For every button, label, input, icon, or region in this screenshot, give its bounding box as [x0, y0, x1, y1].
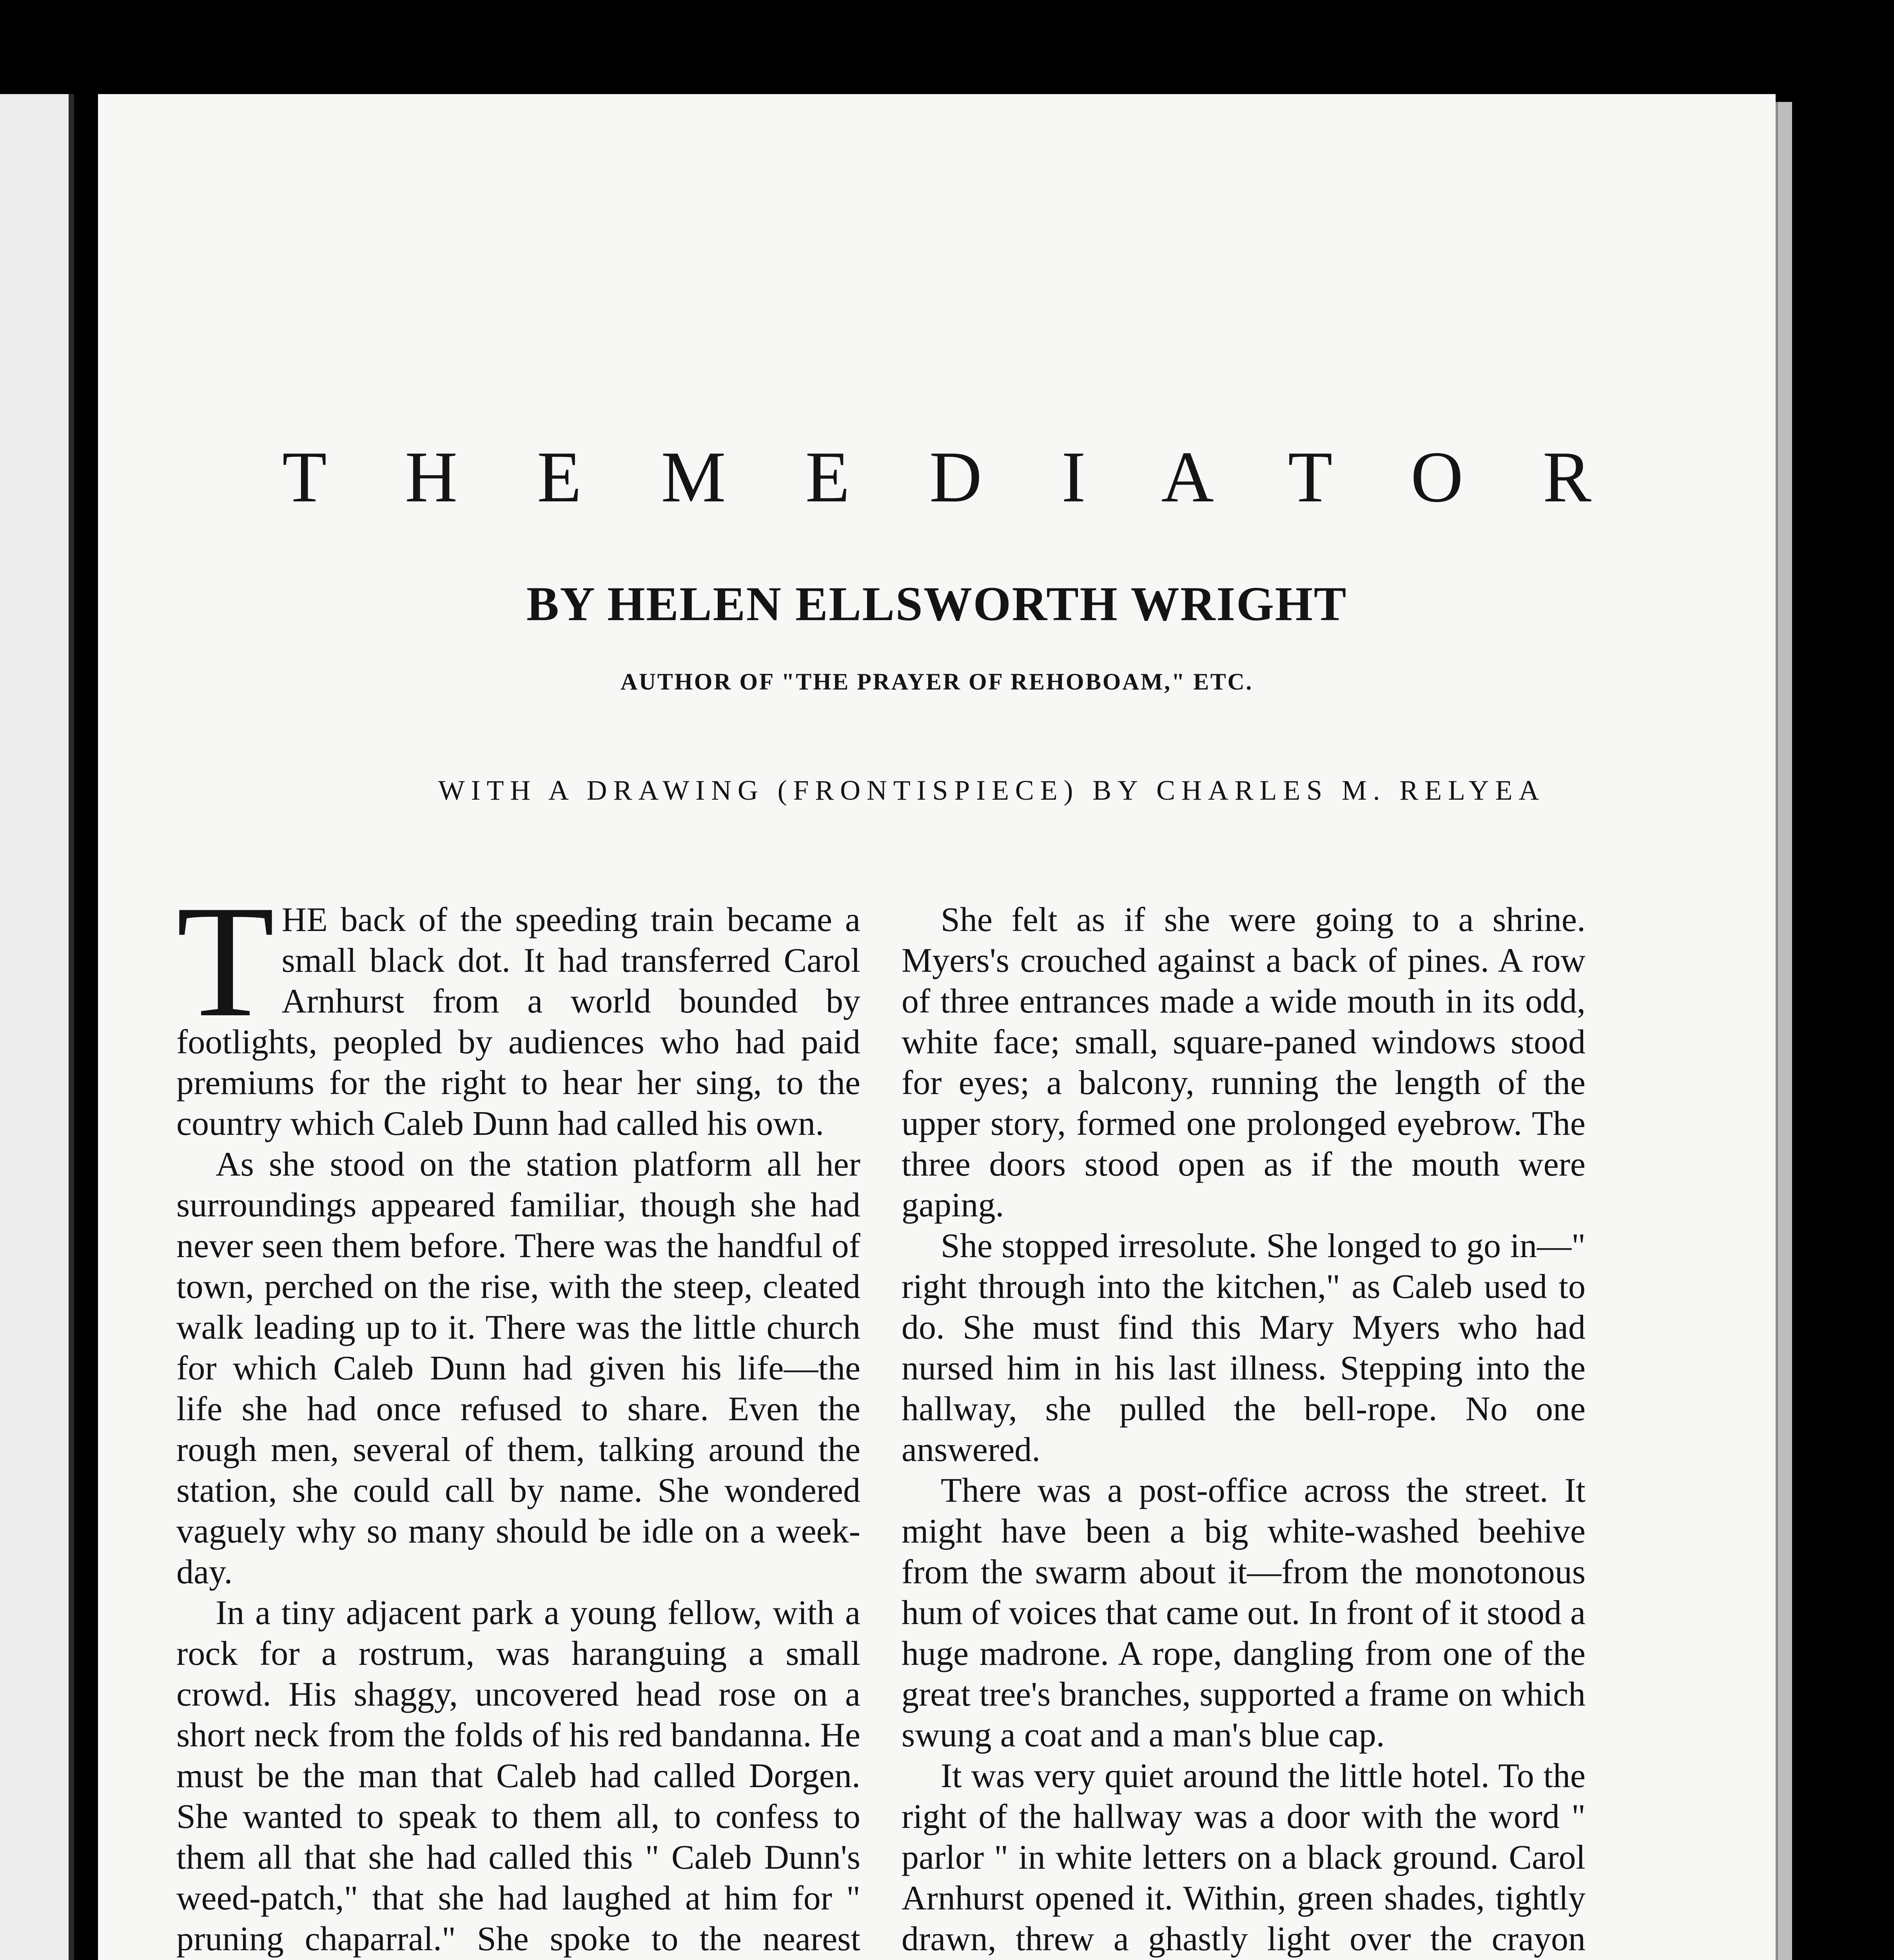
page-stack-edge — [1776, 102, 1792, 1960]
illustration-credit: WITH A DRAWING (FRONTISPIECE) BY CHARLES M. RELYEA — [438, 775, 1546, 806]
paragraph: It was very quiet around the little hotel. To the right of the hallway was a door with the word " parlor " in white letters on a black ground. Carol Arnhurst opened it. Within, green shades, tightly drawn, threw a ghastly light over the crayon — [902, 1757, 1586, 1958]
author-credits: AUTHOR OF "THE PRAYER OF REHOBOAM," ETC. — [620, 669, 1254, 695]
paragraph: She stopped irresolute. She longed to go in—" right through into the kitchen," as Caleb used to do. She must find this Mary Myers who had nursed him in his last illness. Stepping into the hallway, she pulled the bell-rope. No one answered. — [902, 1227, 1586, 1469]
text-column-right — [902, 900, 1586, 1960]
article-title: T H E M E D I A T O R — [282, 437, 1622, 517]
paragraph: In a tiny adjacent park a young fellow, with a rock for a rostrum, was haranguing a small crowd. His shaggy, uncovered head rose on a short neck from the folds of his red bandanna. He must be the man that Caleb had called Dorgen. She wanted to speak to them all, to confess to them all that she had called this " Caleb Dunn's weed-patch," that she had laughed at him for " pruning chaparral." She spoke to the nearest — [176, 1594, 860, 1958]
paragraph: THE back of the speeding train became a small black dot. It had transferred Carol Arnhurst from a world bounded by footlights, peopled by audiences who had paid premiums for the right to hear her sing, to the country which Caleb Dunn had called his own. — [176, 900, 860, 1143]
paragraph: There was a post-office across the street. It might have been a big white-washed beehive from the swarm about it—from the monotonous hum of voices that came out. In front of it stood a huge madrone. A rope, dangling from one of the great tree's branches, supported a frame on which swung a coat and a man's blue cap. — [902, 1472, 1586, 1754]
paragraph: She felt as if she were going to a shrine. Myers's crouched against a back of pines. A row of three entrances made a wide mouth in its odd, white face; small, square-paned windows stood for eyes; a balcony, running the length of the upper story, formed one prolonged eyebrow. The three doors stood open as if the mouth were gaping. — [902, 901, 1586, 1224]
drop-cap: T — [176, 900, 275, 1050]
article-byline: BY HELEN ELLSWORTH WRIGHT — [526, 577, 1347, 631]
facing-page-edge — [0, 94, 74, 1960]
paragraph: As she stood on the station platform all her surroundings appeared familiar, though she had never seen them before. There was the handful of town, perched on the rise, with the steep, cleated walk leading up to it. There was the little church for which Caleb Dunn had given his life—the life she had once refused to share. Even the rough men, several of them, talking around the station, she could call by name. She wondered vaguely why so many should be idle on a week-day. — [176, 1145, 860, 1591]
text-column-left — [176, 900, 860, 1960]
